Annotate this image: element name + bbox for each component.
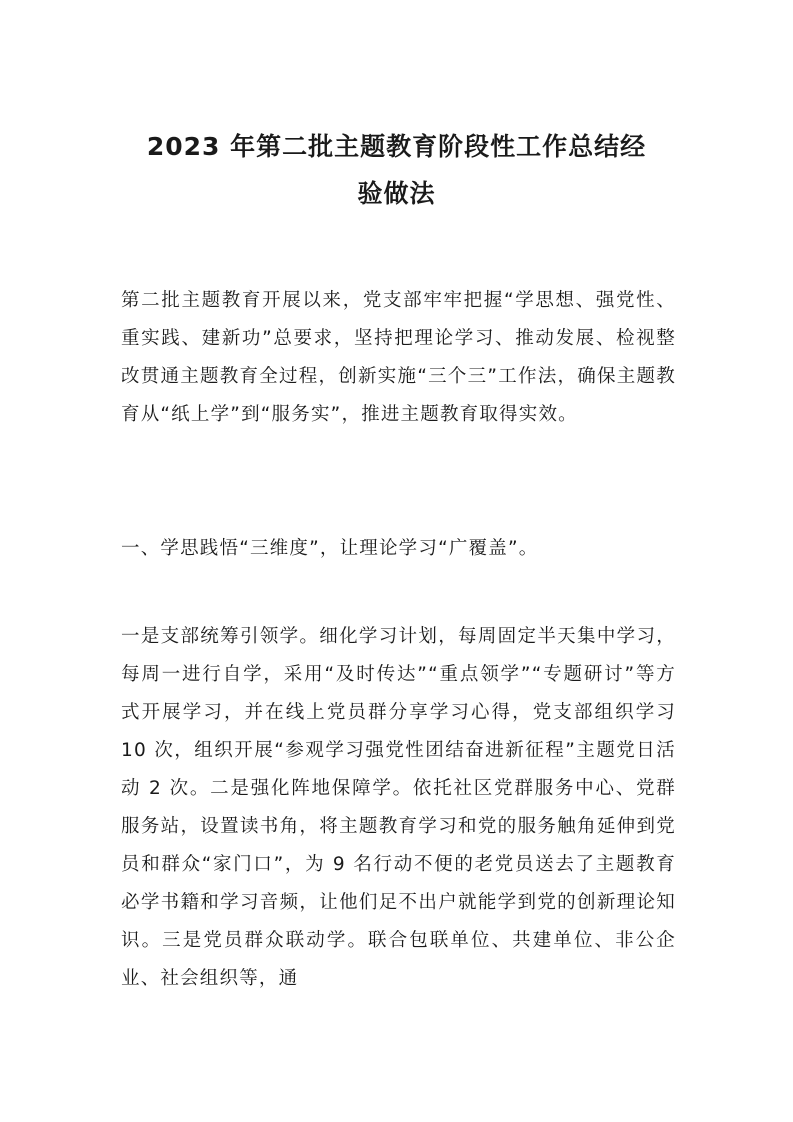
document-title-line-1: 2023 年第二批主题教育阶段性工作总结经 [146,132,647,161]
intro-paragraph: 第二批主题教育开展以来，党支部牢牢把握“学思想、强党性、重实践、建新功”总要求，坚持把理论学习、推动发展、检视整改贯通主题教育全过程，创新实施“三个三”工作法，确保主题教育从“纸上学”到“服务实”，推进主题教育取得实效。 [121,290,676,425]
document-title-line-2: 验做法 [357,179,436,208]
section-1-paragraph: 一是支部统筹引领学。细化学习计划，每周固定半天集中学习，每周一进行自学，采用“及时传达”“重点领学”“专题研讨”等方式开展学习，并在线上党员群分享学习心得，党支部组织学习 10 次，组织开展“参观学习强党性团结奋进新征程”主题党日活动 2 次。二是强化阵地保障学。依托社区党群服务中心、党群服务站，设置读书角，将主题教育学习和党的服务触角延伸到党员和群众“家门口”，为 9 名行动不便的老党员送去了主题教育必学书籍和学习音频，让他们足不出户就能学到党的创新理论知识。三是党员群众联动学。联合包联单位、共建单位、非公企业、社会组织等，通 [121,626,676,989]
section-heading-1: 一、学思践悟“三维度”，让理论学习“广覆盖”。 [121,538,539,559]
